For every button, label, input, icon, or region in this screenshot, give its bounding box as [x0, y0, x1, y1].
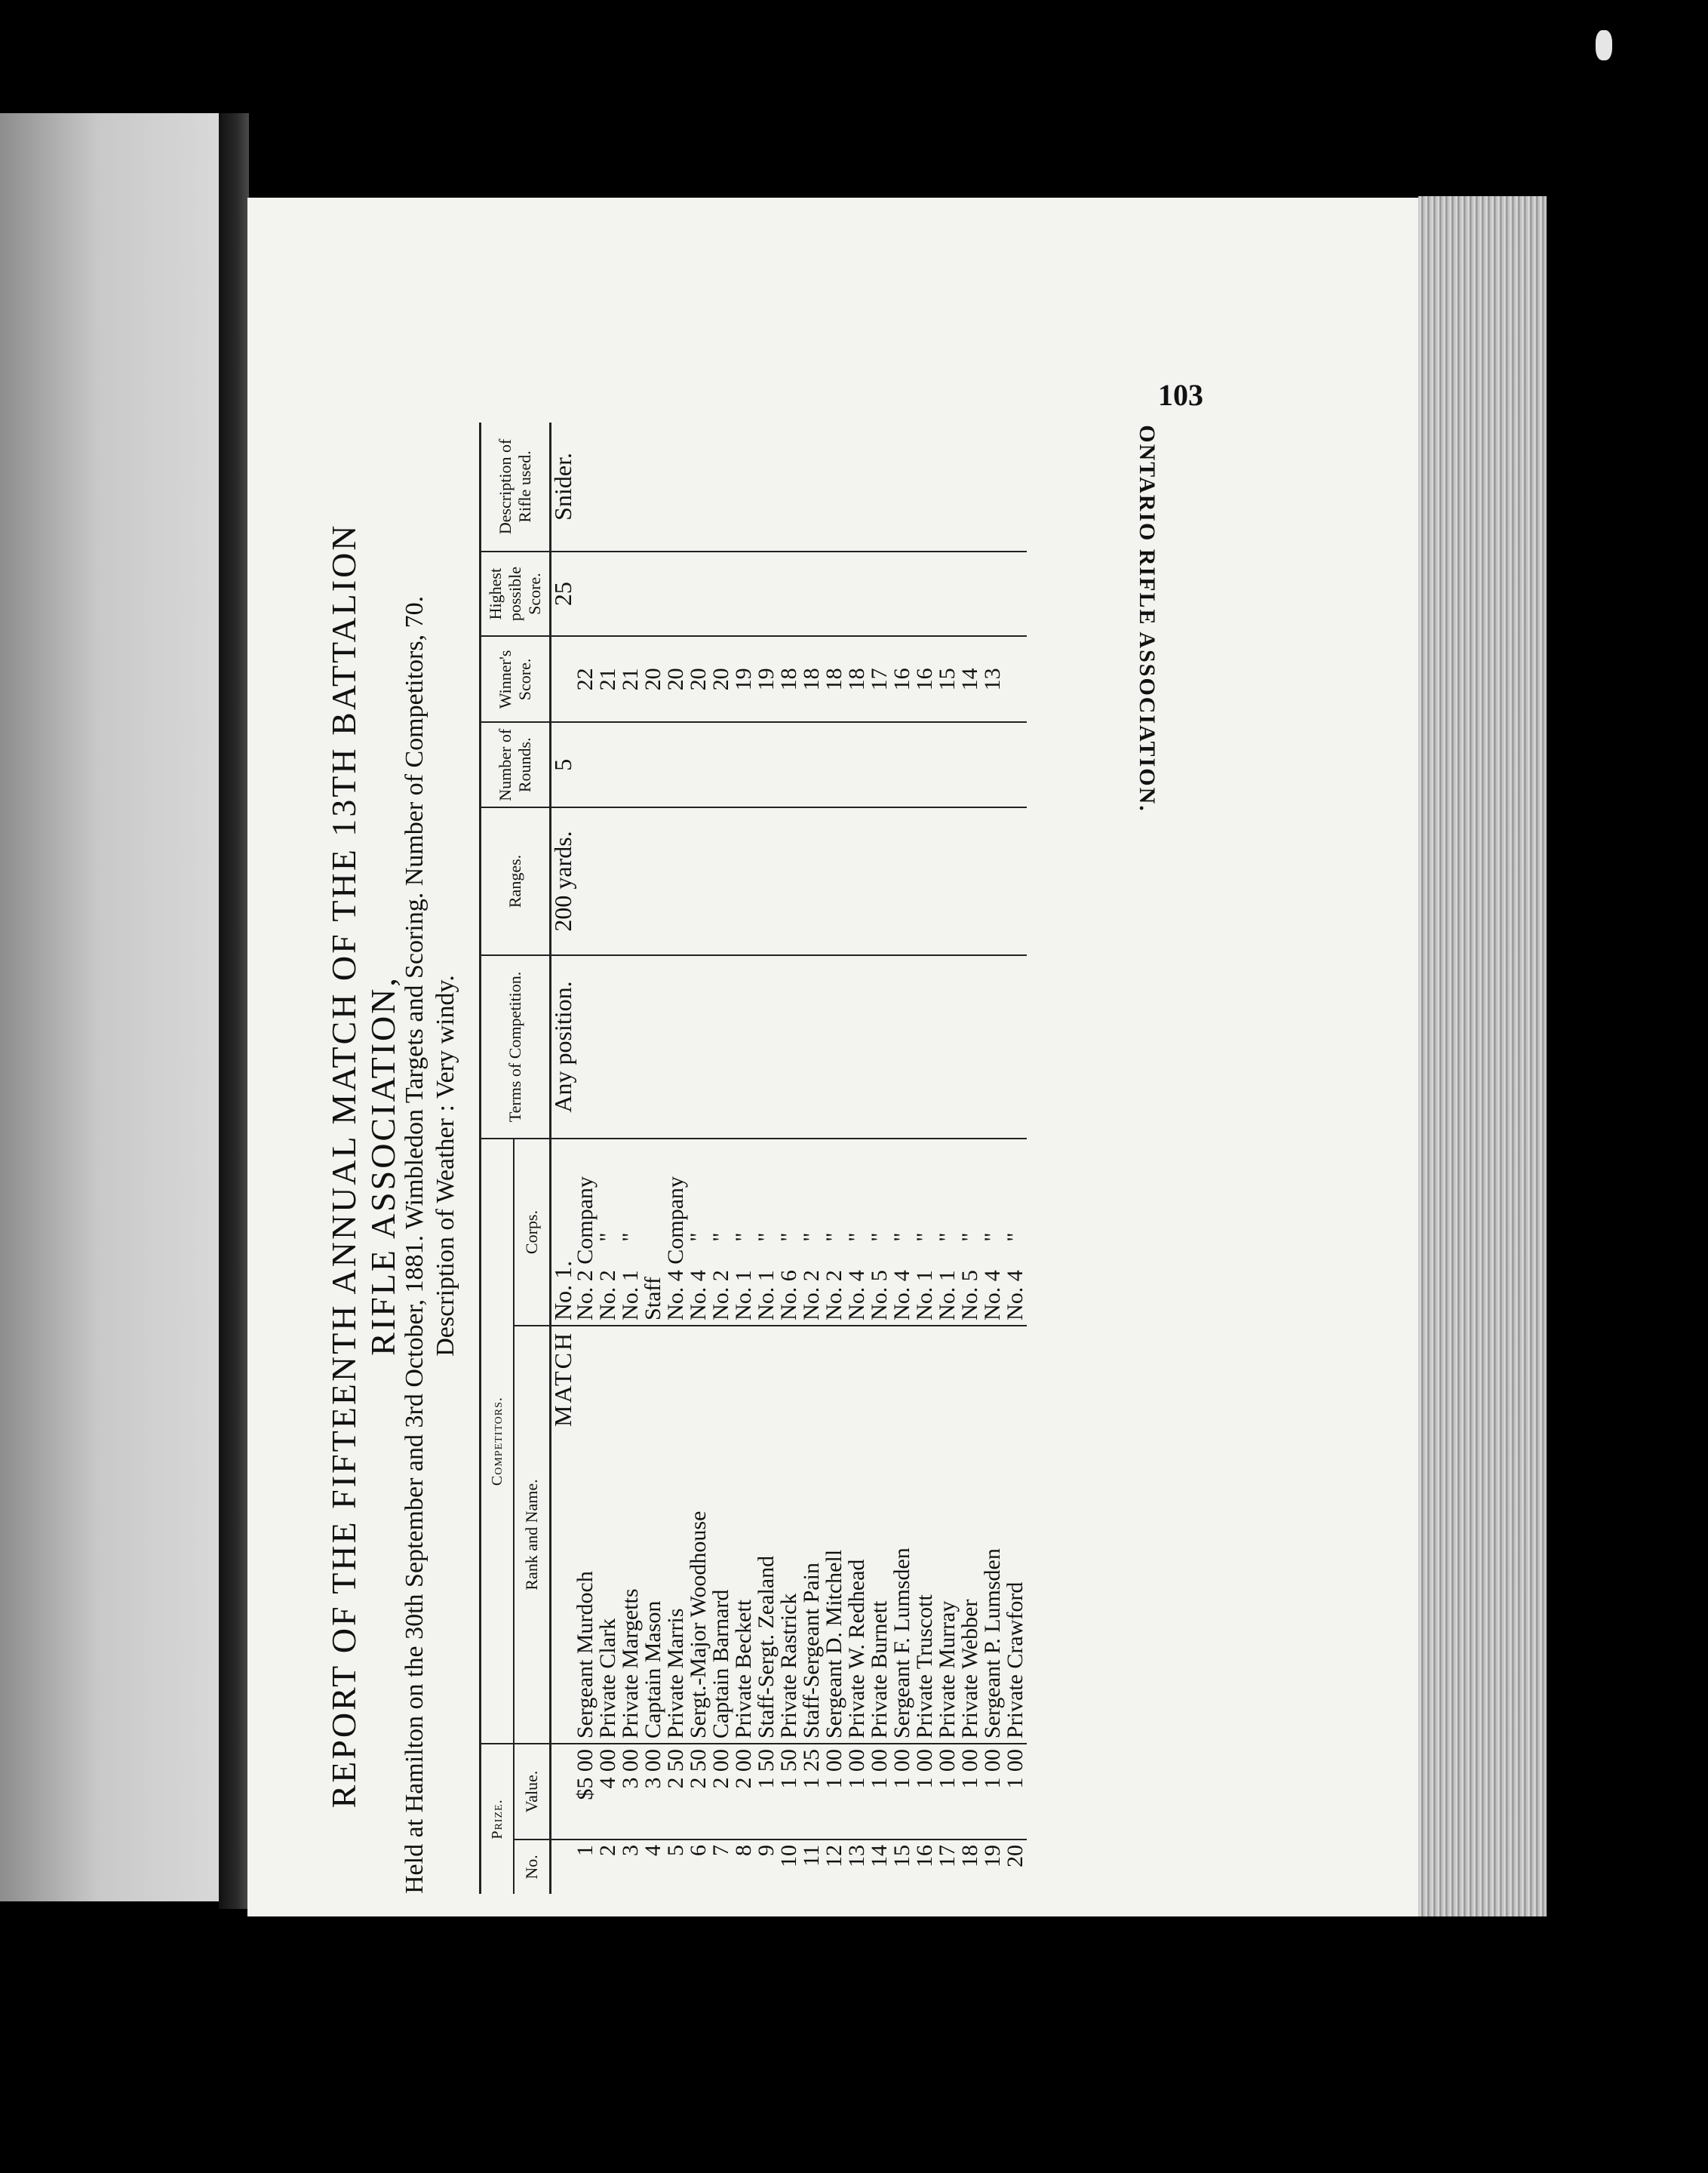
competitor-name: Sergeant Murdoch [574, 1326, 597, 1744]
winners-score-header: Winner's Score. [481, 636, 551, 722]
prize-number: 4 [642, 1840, 665, 1894]
rounds-value: 5 [549, 758, 576, 771]
competitor-corps: Staff [642, 1139, 665, 1326]
prize-value: 2 00 [733, 1744, 755, 1840]
table-row [710, 423, 733, 1894]
table-row [936, 423, 959, 1894]
rank-name-header: Rank and Name. [514, 1326, 550, 1744]
competitor-corps: No. 4 " [687, 1139, 710, 1326]
prize-value: 1 00 [936, 1744, 959, 1840]
prize-number: 12 [823, 1840, 846, 1894]
competitor-name: Sergeant F. Lumsden [891, 1326, 914, 1744]
competitor-corps: No. 5 " [868, 1139, 891, 1326]
highest-cell [551, 552, 1028, 637]
competitor-name: Private Webber [959, 1326, 981, 1744]
page-number: 103 [1158, 378, 1203, 412]
ranges-value: 200 yards. [549, 831, 576, 932]
winners-score: 18 [800, 636, 823, 722]
prize-number: 18 [959, 1840, 981, 1894]
table-row [642, 423, 665, 1894]
winners-score: 13 [981, 636, 1004, 722]
table-row [619, 423, 642, 1894]
competitor-corps: No. 2 " [823, 1139, 846, 1326]
competitor-name: Sergeant D. Mitchell [823, 1326, 846, 1744]
winners-score: 18 [778, 636, 800, 722]
weather-description: Description of Weather : Very windy. [432, 975, 459, 1357]
competitor-name: Private Murray [936, 1326, 959, 1744]
competitor-corps: No. 4 " [846, 1139, 868, 1326]
highest-score-header: Highest possible Score. [481, 552, 551, 637]
competitor-corps: No. 2 " [800, 1139, 823, 1326]
table-row [846, 423, 868, 1894]
competitor-corps: No. 4 Company [665, 1139, 687, 1326]
prize-value: 3 00 [619, 1744, 642, 1840]
book-gutter [219, 113, 249, 1909]
prize-value: 1 00 [868, 1744, 891, 1840]
table-row [733, 423, 755, 1894]
table-row [687, 423, 710, 1894]
table-row [597, 423, 619, 1894]
competitor-corps: No. 6 " [778, 1139, 800, 1326]
competitor-name: Private Marris [665, 1326, 687, 1744]
winners-score: 16 [914, 636, 936, 722]
rifle-value: Snider. [549, 453, 576, 521]
prize-number: 7 [710, 1840, 733, 1894]
winners-score: 17 [868, 636, 891, 722]
prize-number: 8 [733, 1840, 755, 1894]
report-title [324, 438, 403, 1894]
competitor-corps: No. 1 " [755, 1139, 778, 1326]
rounds-header: Number of Rounds. [481, 722, 551, 807]
prize-value: 1 50 [778, 1744, 800, 1840]
prize-value: 1 00 [823, 1744, 846, 1840]
prize-value: $5 00 [574, 1744, 597, 1840]
highest-value: 25 [549, 582, 576, 607]
no-header: No. [514, 1840, 550, 1894]
competitor-corps: No. 2 " [710, 1139, 733, 1326]
ranges-cell [551, 807, 1028, 955]
prize-number: 11 [800, 1840, 823, 1894]
prize-value: 1 00 [891, 1744, 914, 1840]
title-line-1: REPORT OF THE FIFTEENTH ANNUAL MATCH OF THE 13TH BATTALION [324, 523, 363, 1809]
table-row [959, 423, 981, 1894]
competitor-name: Sergeant P. Lumsden [981, 1326, 1004, 1744]
title-line-2: RIFLE ASSOCIATION, [364, 976, 402, 1356]
winners-score: 14 [959, 636, 981, 722]
prize-number: 19 [981, 1840, 1004, 1894]
competitor-corps: No. 1 " [936, 1139, 959, 1326]
competitor-name: Private W. Redhead [846, 1326, 868, 1744]
prize-value: 1 00 [981, 1744, 1004, 1840]
prize-value: 1 25 [800, 1744, 823, 1840]
winners-score: 15 [936, 636, 959, 722]
film-mark [1596, 30, 1612, 60]
prize-value: 3 00 [642, 1744, 665, 1840]
prize-number: 2 [597, 1840, 619, 1894]
winners-score: 20 [710, 636, 733, 722]
prize-value: 1 00 [959, 1744, 981, 1840]
terms-value: Any position. [549, 981, 576, 1113]
competitor-name: Private Rastrick [778, 1326, 800, 1744]
table-row [778, 423, 800, 1894]
competitor-corps: No. 1 " [733, 1139, 755, 1326]
prize-value: 2 50 [687, 1744, 710, 1840]
winners-score: 16 [891, 636, 914, 722]
value-header: Value. [514, 1744, 550, 1840]
prize-value: 1 00 [1004, 1744, 1027, 1840]
table-row [981, 423, 1004, 1894]
winners-score: 18 [823, 636, 846, 722]
table-row [891, 423, 914, 1894]
winners-score: 20 [687, 636, 710, 722]
competitor-corps: No. 4 " [981, 1139, 1004, 1326]
competitor-corps: No. 2 " [597, 1139, 619, 1326]
competitor-corps: No. 2 Company [574, 1139, 597, 1326]
match-number: No. 1. [549, 1260, 576, 1320]
competitor-name: Private Truscott [914, 1326, 936, 1744]
rifle-header: Description of Rifle used. [496, 438, 534, 535]
page-edges [1418, 196, 1547, 1916]
winners-score: 20 [665, 636, 687, 722]
competitor-name: Private Burnett [868, 1326, 891, 1744]
prize-value: 1 00 [846, 1744, 868, 1840]
terms-cell [551, 955, 1028, 1139]
competitor-corps: No. 4 " [891, 1139, 914, 1326]
competitor-corps: No. 1 " [914, 1139, 936, 1326]
winners-score: 20 [642, 636, 665, 722]
rotated-report [324, 385, 1192, 1894]
winners-score: 21 [619, 636, 642, 722]
prize-header: Prize. [481, 1744, 515, 1894]
prize-value: 1 00 [914, 1744, 936, 1840]
winners-score: 22 [574, 636, 597, 722]
prize-number: 5 [665, 1840, 687, 1894]
winners-score: 21 [597, 636, 619, 722]
competitor-name: Sergt.-Major Woodhouse [687, 1326, 710, 1744]
match-label: MATCH [549, 1330, 576, 1427]
winners-score: 19 [755, 636, 778, 722]
competitor-name: Private Beckett [733, 1326, 755, 1744]
prize-number: 1 [574, 1840, 597, 1894]
facing-page [0, 113, 219, 1901]
competitor-corps: No. 4 " [1004, 1139, 1027, 1326]
competitor-name: Private Margetts [619, 1326, 642, 1744]
prize-number: 10 [778, 1840, 800, 1894]
scores-table [479, 423, 1027, 1894]
terms-header: Terms of Competition. [481, 955, 551, 1139]
winners-score [1004, 636, 1027, 722]
prize-value: 2 00 [710, 1744, 733, 1840]
rounds-cell [551, 722, 1028, 807]
ranges-header: Ranges. [481, 807, 551, 955]
prize-number: 20 [1004, 1840, 1027, 1894]
table-row [755, 423, 778, 1894]
competitor-corps: No. 5 " [959, 1139, 981, 1326]
match-heading-row [551, 423, 575, 1894]
competitor-name: Captain Mason [642, 1326, 665, 1744]
table-row [823, 423, 846, 1894]
competitors-header: Competitors. [481, 1139, 515, 1744]
header-row-groups [481, 423, 515, 1894]
table-row [665, 423, 687, 1894]
rifle-cell [551, 423, 1028, 552]
prize-number: 3 [619, 1840, 642, 1894]
running-head-text: ONTARIO RIFLE ASSOCIATION. [1135, 425, 1160, 813]
table-row [1004, 423, 1027, 1894]
prize-number: 14 [868, 1840, 891, 1894]
competitor-name: Private Crawford [1004, 1326, 1027, 1744]
competitor-name: Staff-Sergt. Zealand [755, 1326, 778, 1744]
report-subtitle: Held at Hamilton on the 30th September and 3rd October, 1881. Wimbledon Targets and Scoring. Number of Competitors, 70. [401, 595, 429, 1894]
prize-number: 6 [687, 1840, 710, 1894]
table-row [574, 423, 597, 1894]
prize-number: 13 [846, 1840, 868, 1894]
table-row [868, 423, 891, 1894]
prize-number: 9 [755, 1840, 778, 1894]
table-row [800, 423, 823, 1894]
competitor-name: Captain Barnard [710, 1326, 733, 1744]
competitor-corps: No. 1 " [619, 1139, 642, 1326]
prize-number: 16 [914, 1840, 936, 1894]
winners-score: 19 [733, 636, 755, 722]
prize-value: 2 50 [665, 1744, 687, 1840]
competitor-name: Staff-Sergeant Pain [800, 1326, 823, 1744]
winners-score: 18 [846, 636, 868, 722]
prize-value: 1 50 [755, 1744, 778, 1840]
corps-header: Corps. [514, 1139, 550, 1326]
competitor-name: Private Clark [597, 1326, 619, 1744]
prize-number: 17 [936, 1840, 959, 1894]
table-row [914, 423, 936, 1894]
prize-number: 15 [891, 1840, 914, 1894]
prize-value: 4 00 [597, 1744, 619, 1840]
